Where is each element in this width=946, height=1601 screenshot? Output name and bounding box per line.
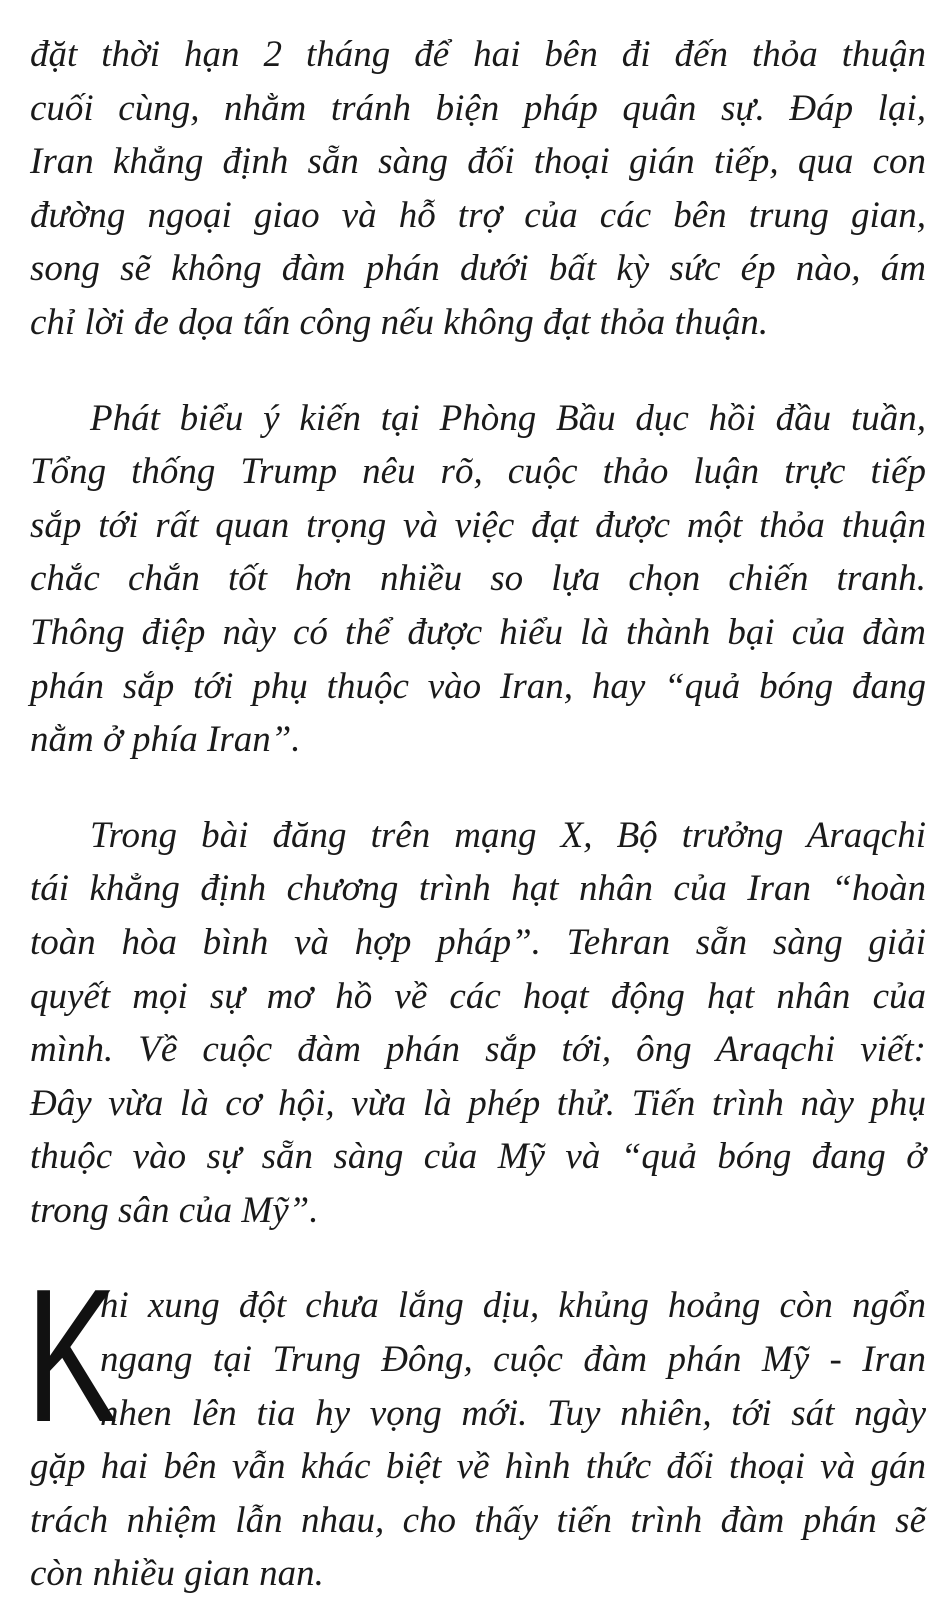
paragraph-3 bbox=[30, 809, 926, 1238]
article-body bbox=[26, 28, 926, 1601]
text-line: hi xung đột chưa lắng dịu, khủng hoảng còn ngổn bbox=[100, 1285, 926, 1327]
paragraph-4 bbox=[26, 1250, 926, 1601]
text-line: quyết mọi sự mơ hồ về các hoạt động hạt nhân của bbox=[30, 975, 926, 1017]
paragraph-gap bbox=[30, 350, 926, 392]
text-line: nằm ở phía Iran”. bbox=[30, 719, 301, 761]
text-line: gặp hai bên vẫn khác biệt về hình thức đối thoại và gán bbox=[30, 1446, 926, 1488]
text-line: nhen lên tia hy vọng mới. Tuy nhiên, tới sát ngày bbox=[100, 1392, 926, 1434]
text-line: chỉ lời đe dọa tấn công nếu không đạt thỏa thuận. bbox=[30, 301, 769, 343]
text-line: đặt thời hạn 2 tháng để hai bên đi đến thỏa thuận bbox=[30, 34, 926, 75]
text-line: trách nhiệm lẫn nhau, cho thấy tiến trình đàm phán sẽ bbox=[30, 1499, 926, 1541]
text-line: cuối cùng, nhằm tránh biện pháp quân sự. Đáp lại, bbox=[30, 87, 926, 129]
text-line: tái khẳng định chương trình hạt nhân của Iran “hoàn bbox=[30, 868, 926, 910]
text-line: Thông điệp này có thể được hiểu là thành bại của đàm bbox=[30, 611, 926, 653]
text-line: toàn hòa bình và hợp pháp”. Tehran sẵn sàng giải bbox=[30, 921, 926, 963]
text-line: Trong bài đăng trên mạng X, Bộ trưởng Araqchi bbox=[90, 814, 926, 856]
text-line: phán sắp tới phụ thuộc vào Iran, hay “quả bóng đang bbox=[30, 665, 926, 707]
text-line: chắc chắn tốt hơn nhiều so lựa chọn chiến tranh. bbox=[30, 558, 926, 600]
drop-cap: K bbox=[26, 1250, 118, 1463]
text-line: trong sân của Mỹ”. bbox=[30, 1189, 319, 1231]
text-line: ngang tại Trung Đông, cuộc đàm phán Mỹ - Iran bbox=[100, 1339, 926, 1381]
text-line: song sẽ không đàm phán dưới bất kỳ sức ép nào, ám bbox=[30, 248, 926, 290]
text-line: Đây vừa là cơ hội, vừa là phép thử. Tiến trình này phụ bbox=[30, 1082, 926, 1124]
text-line: còn nhiều gian nan. bbox=[30, 1553, 324, 1595]
paragraph-2 bbox=[30, 392, 926, 767]
text-line: đường ngoại giao và hỗ trợ của các bên trung gian, bbox=[30, 194, 926, 236]
text-line: mình. Về cuộc đàm phán sắp tới, ông Araqchi viết: bbox=[30, 1029, 926, 1071]
text-line: Phát biểu ý kiến tại Phòng Bầu dục hồi đầu tuần, bbox=[90, 397, 926, 439]
text-line: thuộc vào sự sẵn sàng của Mỹ và “quả bóng đang ở bbox=[30, 1136, 926, 1178]
text-line: Tổng thống Trump nêu rõ, cuộc thảo luận trực tiếp bbox=[30, 451, 926, 493]
paragraph-gap bbox=[30, 767, 926, 809]
paragraph-gap bbox=[30, 1237, 926, 1279]
paragraph-1 bbox=[30, 28, 926, 350]
text-line: sắp tới rất quan trọng và việc đạt được một thỏa thuận bbox=[30, 504, 926, 546]
text-line: Iran khẳng định sẵn sàng đối thoại gián tiếp, qua con bbox=[30, 141, 926, 183]
